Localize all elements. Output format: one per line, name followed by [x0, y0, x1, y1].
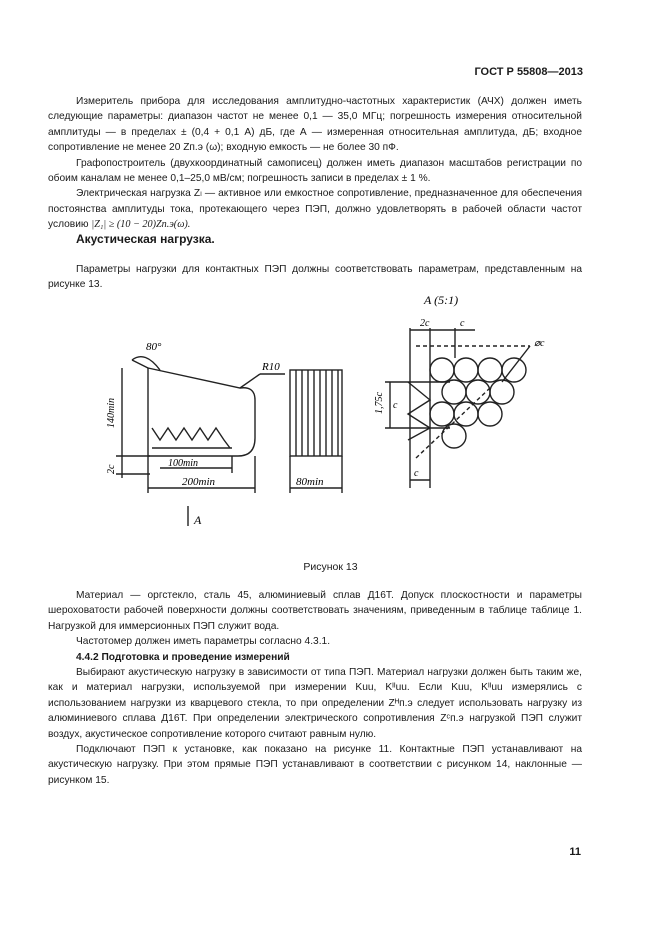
- angle-label: 80°: [146, 341, 162, 353]
- length-label: 200min: [182, 476, 215, 488]
- paragraph-material: Материал — оргстекло, сталь 45, алюминиевый сплав Д16Т. Допуск плоскостности и параметры шероховатости рабочей поверхности должны соответствовать значениям, приведенным в таблице таблице 1. Нагрузкой для иммерсионных ПЭП служит вода.: [48, 590, 582, 632]
- paragraph-frequency-counter: Частотомер должен иметь параметры согласно 4.3.1.: [76, 636, 331, 648]
- paragraph-electrical-load: [48, 186, 582, 232]
- electrical-load-text: Электрическая нагрузка Zₗ — активное или емкостное сопротивление, предназначенное для обеспечения постоянства амплитуды тока, протекающего через ПЭП, должно удовлетворять в рабочей области частот условию: [48, 188, 582, 231]
- detail-height: 1,75c: [374, 392, 385, 414]
- detail-dim-top-right: c: [460, 318, 465, 329]
- inner-length-label: 100min: [168, 458, 198, 469]
- figure-caption: Рисунок 13: [303, 561, 358, 573]
- document-header: ГОСТ Р 55808—2013: [474, 66, 583, 78]
- detail-c-left: c: [393, 400, 398, 411]
- height-label: 140min: [106, 398, 117, 428]
- subsection-heading: 4.4.2 Подготовка и проведение измерений: [76, 651, 290, 663]
- view-label: A: [194, 513, 202, 527]
- page-number: 11: [569, 846, 581, 858]
- material-text: [48, 588, 582, 788]
- load-body-outline: [148, 368, 255, 456]
- paragraph-frequency-meter: Измеритель прибора для исследования амплитудно-частотных характеристик (АЧХ) должен иметь следующие параметры: диапазон частот не менее 0,1 — 35,0 МГц; погрешность измерения относительной амплитуды — в пределах ± (0,4 + 0,1 А) дБ, где А — измеренная относительная амплитуда, дБ; входное сопротивление не менее 20 Zп.э (ω); входную емкость — не более 30 пФ.: [48, 96, 582, 154]
- serration-pattern: [152, 428, 230, 448]
- paragraph-load-selection: Выбирают акустическую нагрузку в зависимости от типа ПЭП. Материал нагрузки должен быть таким же, как и материал нагрузки, используемой при измерении Kuu, Kᴵᴵuu. Если Kuu, Kᴵᴵuu измерялись с использованием нагрузки из кварцевого стекла, то при определении Zᴴп.э следует использовать нагрузку из алюминиевого сплава Д16Т. При определении электрического сопротивления Zᶜп.э нагрузкой ПЭП служит воздух, акустическое сопротивление которого считают равным нулю.: [48, 667, 582, 740]
- figure-13-drawing: [90, 288, 570, 548]
- detail-diameter: ⌀c: [534, 338, 545, 349]
- paragraph-load-parameters: Параметры нагрузки для контактных ПЭП должны соответствовать параметрам, представленным на рисунке 13.: [48, 264, 582, 291]
- detail-dim-top-left: 2c: [420, 318, 430, 329]
- intro-text: [48, 94, 582, 233]
- condition-formula: |Z₁| ≥ (10 − 20)Zп.э(ω).: [91, 219, 191, 231]
- paragraph-connection: Подключают ПЭП к установке, как показано на рисунке 11. Контактные ПЭП устанавливают на акустическую нагрузку. При этом прямые ПЭП устанавливают в соответствии с рисунком 14, наклонные — рисунком 15.: [48, 744, 582, 786]
- width-label: 80min: [296, 476, 324, 488]
- base-height-label: 2c: [106, 464, 117, 474]
- radius-label: R10: [262, 361, 280, 373]
- detail-c-bottom: c: [414, 468, 419, 479]
- section-heading: Акустическая нагрузка.: [76, 232, 215, 246]
- detail-label: A (5:1): [424, 293, 459, 307]
- paragraph-plotter: Графопостроитель (двухкоординатный самописец) должен иметь диапазон масштабов регистрации по обоим каналам не менее 0,1–25,0 мВ/см; погрешность записи в пределах ± 1 %.: [48, 157, 582, 185]
